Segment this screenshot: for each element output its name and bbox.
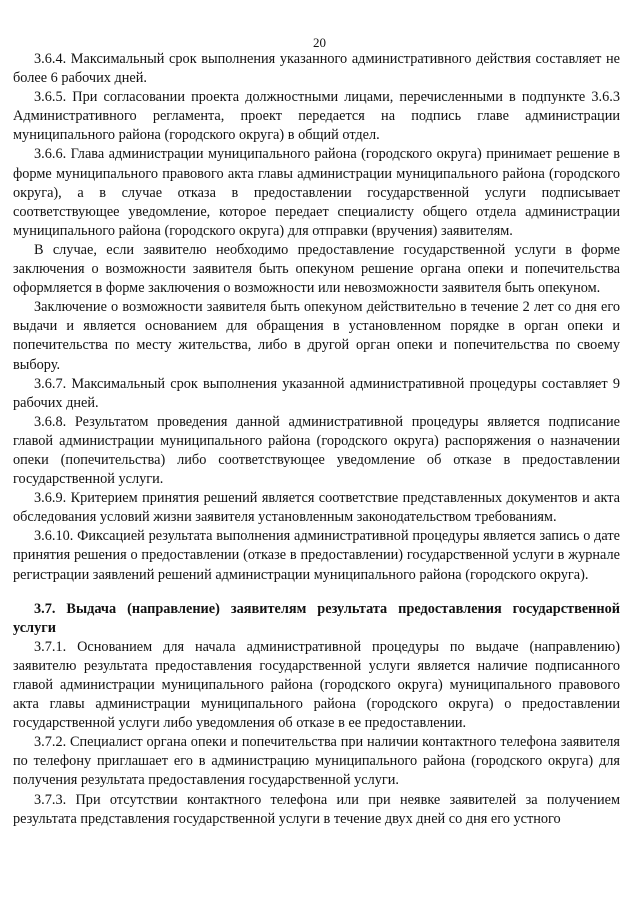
- paragraph-3-6-9: 3.6.9. Критерием принятия решений является соответствие представленных документов и акта обследования условий жизни заявителя установленным законодательством требованиям.: [13, 490, 620, 526]
- paragraph-3-6-5: 3.6.5. При согласовании проекта должностными лицами, перечисленными в подпункте 3.6.3 Административного регламента, проект передается на подпись главе администрации муниципального района (городского округа) в общий отдел.: [13, 89, 620, 144]
- document-body: [13, 50, 620, 829]
- paragraph-3-7-2: 3.7.2. Специалист органа опеки и попечительства при наличии контактного телефона заявителя по телефону приглашает его в администрацию муниципального района (городского округа) для получения результата предоставления государственной услуги.: [13, 734, 620, 789]
- paragraph-3-6-4: 3.6.4. Максимальный срок выполнения указанного административного действия составляет не более 6 рабочих дней.: [13, 51, 620, 87]
- paragraph-opinion-form: В случае, если заявителю необходимо предоставление государственной услуги в форме заключения о возможности заявителя быть опекуном решение органа опеки и попечительства оформляется в форме заключения о возможности или невозможности заявителя быть опекуном.: [13, 241, 620, 297]
- page-number: 20: [313, 35, 326, 50]
- paragraph-opinion-validity: Заключение о возможности заявителя быть опекуном действительно в течение 2 лет со дня его выдачи и является основанием для обращения в установленном порядке в орган опеки и попечительства по месту жительства, либо в другой орган опеки и попечительства по своему выбору.: [13, 299, 620, 373]
- paragraph-3-6-10: 3.6.10. Фиксацией результата выполнения административной процедуры является запись о дате принятия решения о предоставлении (отказе в предоставлении) государственной услуги в журнале регистрации заявлений решений администрации муниципального района (городского округа).: [13, 528, 620, 583]
- paragraph-3-6-7: 3.6.7. Максимальный срок выполнения указанной административной процедуры составляет 9 рабочих дней.: [13, 375, 620, 411]
- paragraph-3-7-3: 3.7.3. При отсутствии контактного телефона или при неявке заявителей за получением результата представления государственной услуги в течение двух дней со дня его устного: [13, 791, 620, 827]
- paragraph-3-6-6: 3.6.6. Глава администрации муниципального района (городского округа) принимает решение в форме муниципального правового акта главы администрации муниципального района (городского округа), а в случае отказа в предоставлении государственной услуги подписывает соответствующее уведомление, которое передает специалисту общего отдела администрации муниципального района (городского округа) для отправки (вручения) заявителям.: [13, 146, 620, 239]
- section-heading-3-7: 3.7. Выдача (направление) заявителям результата предоставления государственной услуги: [13, 600, 620, 636]
- paragraph-3-6-8: 3.6.8. Результатом проведения данной административной процедуры является подписание главой администрации муниципального района (городского округа) распоряжения о назначении опеки (попечительства) либо соответствующее уведомление об отказе в предоставлении государственной услуги.: [13, 413, 620, 488]
- paragraph-3-7-1: 3.7.1. Основанием для начала административной процедуры по выдаче (направлению) заявителю результата предоставления государственной услуги является наличие подписанного главой администрации муниципального района (городского округа) муниципального правового акта главы администрации муниципального района (городского округа) о предоставлении государственной услуги либо уведомления об отказе в ее предоставлении.: [13, 638, 620, 732]
